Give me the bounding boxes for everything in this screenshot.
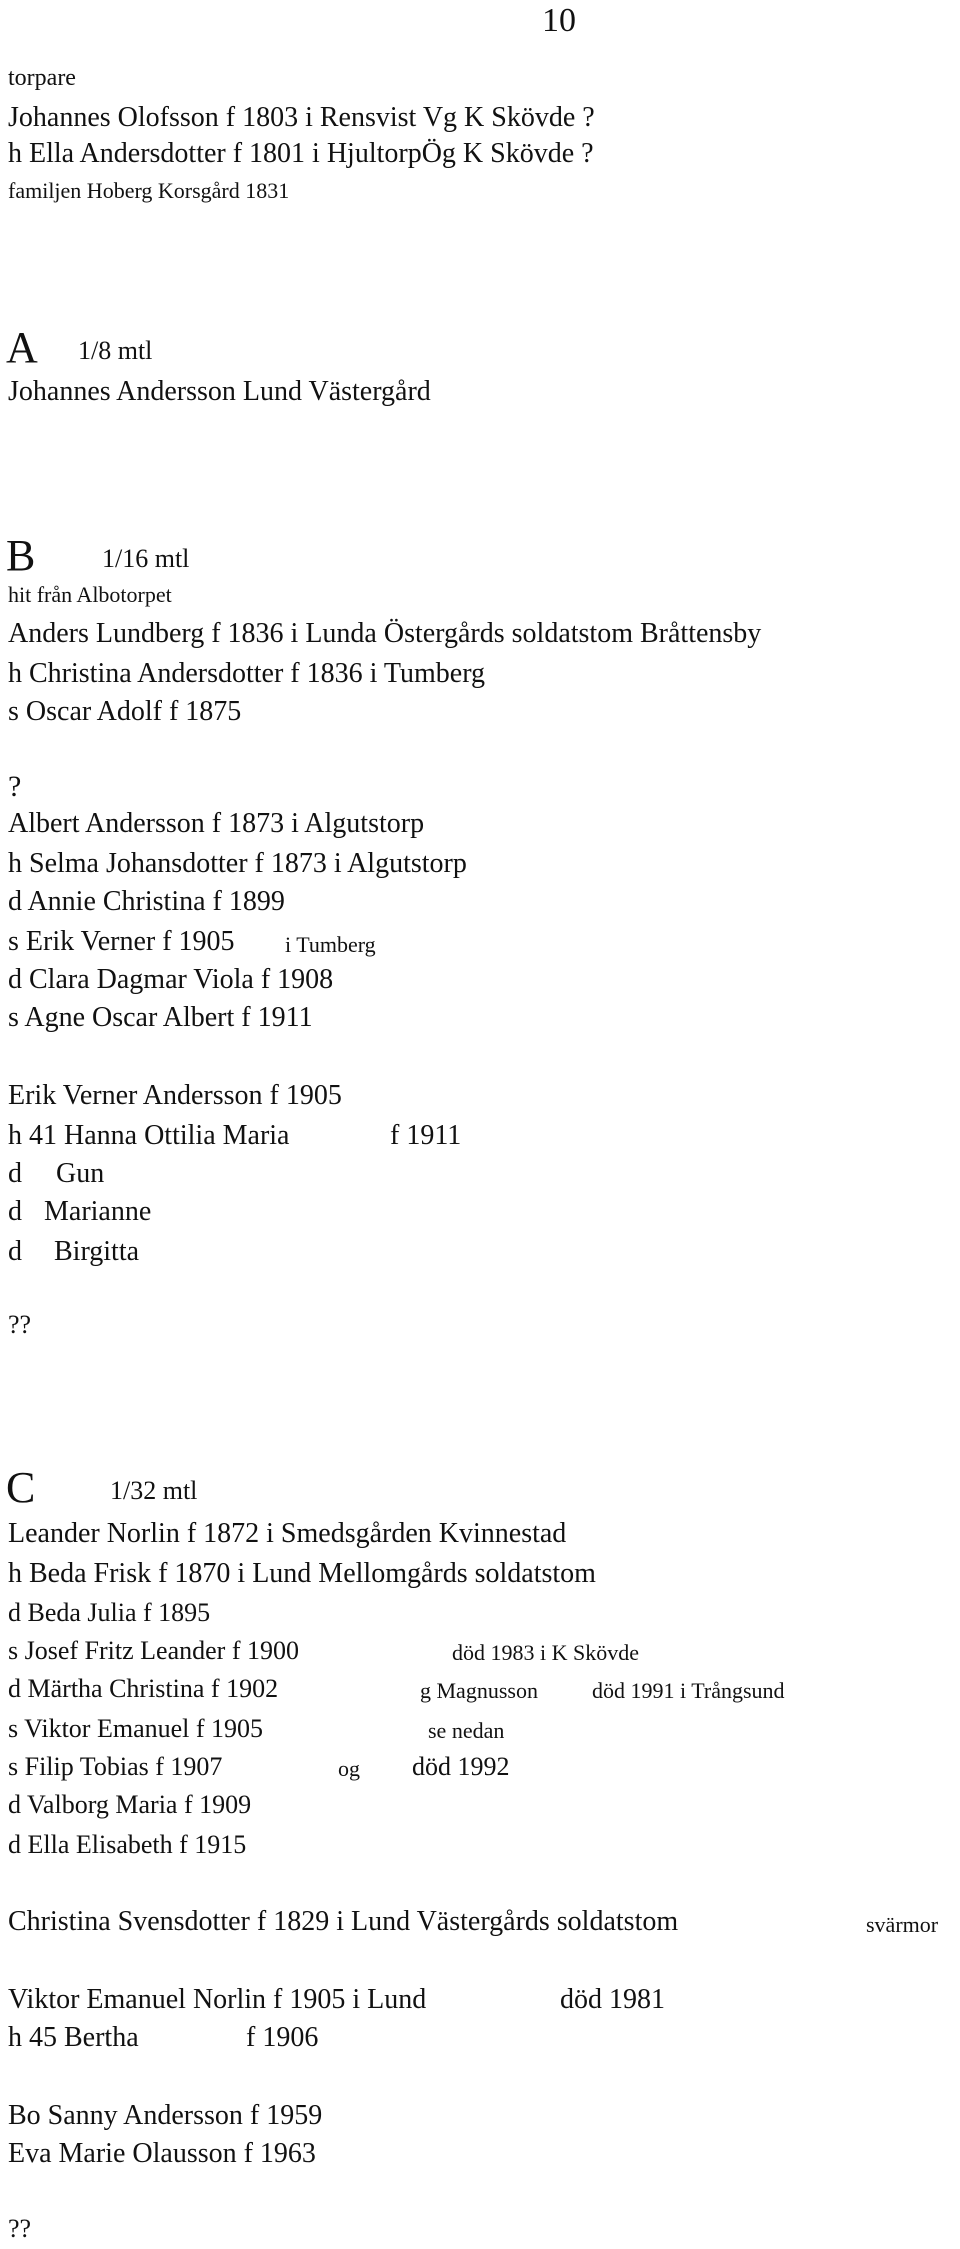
section-q-line-11-prefix: d <box>8 1236 22 1267</box>
section-c-line-7-og: og <box>338 1756 360 1781</box>
section-c-line-1: Leander Norlin f 1872 i Smedsgården Kvinnestad <box>8 1518 567 1549</box>
section-q-line-9-name: Gun <box>56 1158 105 1189</box>
section-c-line-7-death: död 1992 <box>412 1752 510 1781</box>
section-q-line-7: Erik Verner Andersson f 1905 <box>8 1080 342 1111</box>
section-a-letter: A <box>6 323 38 372</box>
section-q-line-1: Albert Andersson f 1873 i Algutstorp <box>8 808 425 839</box>
section-q-line-10-name: Marianne <box>44 1196 152 1227</box>
section-q-line-5: d Clara Dagmar Viola f 1908 <box>8 964 334 995</box>
header-line-3: h Ella Andersdotter f 1801 i HjultorpÖg K Skövde ? <box>8 138 594 169</box>
section-c-line-13: Bo Sanny Andersson f 1959 <box>8 2100 323 2131</box>
section-a-share: 1/8 mtl <box>78 336 153 365</box>
section-c-line-9: d Ella Elisabeth f 1915 <box>8 1830 247 1859</box>
section-c-line-4: s Josef Fritz Leander f 1900 <box>8 1636 299 1665</box>
header-line-1: torpare <box>8 65 76 91</box>
section-b-line-3: h Christina Andersdotter f 1836 i Tumberg <box>8 658 486 689</box>
section-c-line-14: Eva Marie Olausson f 1963 <box>8 2138 316 2169</box>
section-q-line-11-name: Birgitta <box>54 1236 140 1267</box>
section-q-line-3: d Annie Christina f 1899 <box>8 886 285 917</box>
section-c-line-11: Viktor Emanuel Norlin f 1905 i Lund <box>8 1984 427 2015</box>
section-q-line-4-place: i Tumberg <box>285 932 376 957</box>
section-b-line-1: hit från Albotorpet <box>8 582 172 607</box>
section-b-line-2: Anders Lundberg f 1836 i Lunda Östergårds soldatstom Bråttensby <box>8 618 762 649</box>
section-q-line-10-prefix: d <box>8 1196 22 1227</box>
section-c-line-2: h Beda Frisk f 1870 i Lund Mellomgårds soldatstom <box>8 1558 596 1589</box>
section-q-line-4: s Erik Verner f 1905 <box>8 926 235 957</box>
section-b-line-4: s Oscar Adolf f 1875 <box>8 696 242 727</box>
section-c-line-10: Christina Svensdotter f 1829 i Lund Västergårds soldatstom <box>8 1906 679 1937</box>
section-q-line-9-prefix: d <box>8 1158 22 1189</box>
section-b-share: 1/16 mtl <box>102 544 190 573</box>
section-c-line-12-year: f 1906 <box>246 2022 319 2053</box>
section-b-letter: B <box>6 531 36 580</box>
section-q-line-6: s Agne Oscar Albert f 1911 <box>8 1002 313 1033</box>
section-c-line-12: h 45 Bertha <box>8 2022 139 2053</box>
header-line-2: Johannes Olofsson f 1803 i Rensvist Vg K Skövde ? <box>8 102 595 133</box>
section-c-line-8: d Valborg Maria f 1909 <box>8 1790 252 1819</box>
section-q-line-2: h Selma Johansdotter f 1873 i Algutstorp <box>8 848 467 879</box>
section-c-line-10-note: svärmor <box>866 1912 939 1937</box>
section-a-line-1: Johannes Andersson Lund Västergård <box>8 376 431 407</box>
section-q-end-mark: ?? <box>8 1310 32 1339</box>
section-c-line-3: d Beda Julia f 1895 <box>8 1598 211 1627</box>
section-c-share: 1/32 mtl <box>110 1476 198 1505</box>
section-c-end-mark: ?? <box>8 2214 32 2243</box>
header-line-4: familjen Hoberg Korsgård 1831 <box>8 178 290 203</box>
section-c-line-6-note: se nedan <box>428 1718 505 1743</box>
section-c-line-4-death: död 1983 i K Skövde <box>452 1640 639 1665</box>
section-c-line-5: d Märtha Christina f 1902 <box>8 1674 279 1703</box>
section-q-line-8-year: f 1911 <box>390 1120 462 1151</box>
page-number: 10 <box>542 2 576 39</box>
section-c-line-5-married: g Magnusson <box>420 1678 538 1703</box>
section-c-line-11-death: död 1981 <box>560 1984 665 2015</box>
section-c-line-6: s Viktor Emanuel f 1905 <box>8 1714 264 1743</box>
section-q-line-8: h 41 Hanna Ottilia Maria <box>8 1120 290 1151</box>
section-c-line-7: s Filip Tobias f 1907 <box>8 1752 223 1781</box>
section-c-letter: C <box>6 1463 36 1512</box>
section-q-mark: ? <box>8 770 22 803</box>
section-c-line-5-death: död 1991 i Trångsund <box>592 1678 785 1703</box>
